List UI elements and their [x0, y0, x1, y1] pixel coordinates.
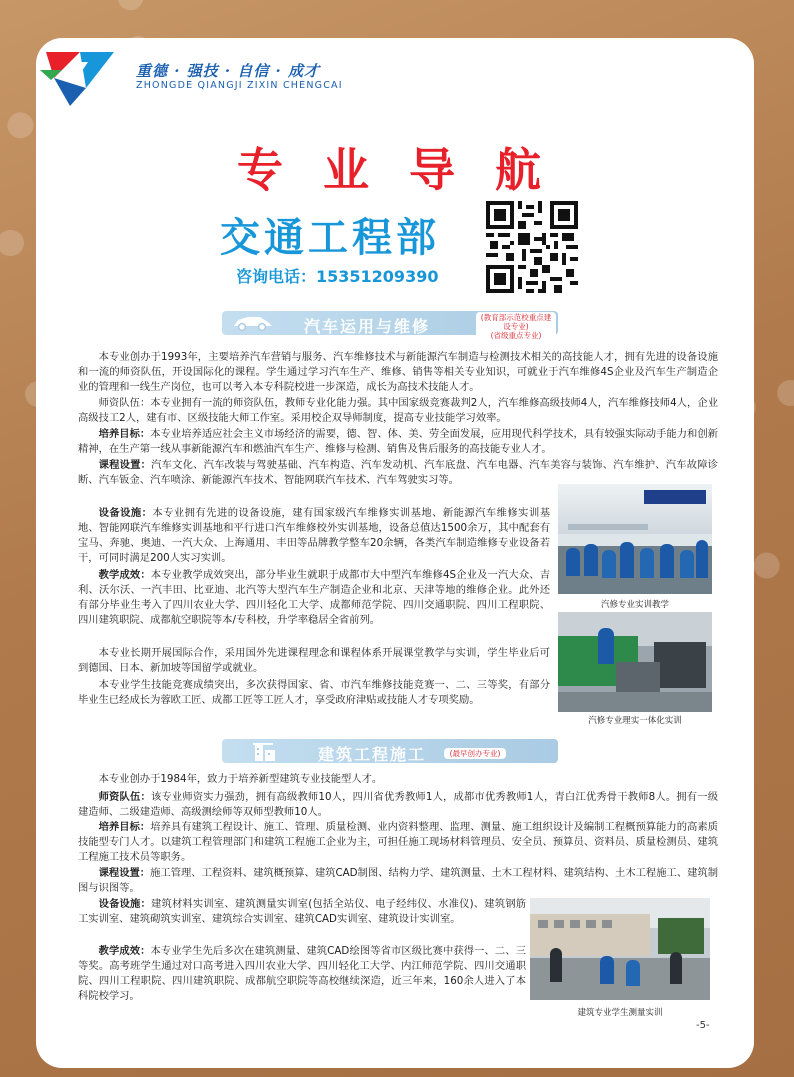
construction-goal-text: 培养目标：培养具有建筑工程设计、施工、管理、质量检测、业内资料整理、监理、测量、施工组织设计及编制工程概预算能力的高素质技能型专门人才。以建筑工程管理部门和建筑工程施工企业为主，可担任施工现场材料管理员、安全员、预算员、资料员、质量检测员、建筑工程施工技术员等职务。 [78, 821, 719, 863]
construction-intro-text: 本专业创办于1984年，致力于培养新型建筑专业技能型人才。 [98, 773, 383, 785]
caption-auto-workshop: 汽修专业理实一体化实训 [588, 716, 682, 726]
auto-results-text: 教学成效：本专业教学成效突出，部分毕业生就职于成都市大中型汽车维修4S企业及一汽大众、吉利、沃尔沃、一汽丰田、比亚迪、北汽等大型汽车生产制造企业和北京、天津等地的维修企业。此外还有部分毕业生考入了四川农业大学、四川轻化工大学、成都师范学院、四川交通职院、四川工程职院、四川建筑职院、成都航空职院等本/专科校，升学率稳居全省前列。 [78, 569, 550, 626]
caption-auto-training-class: 汽修专业实训教学 [600, 600, 669, 610]
school-logo-icon [40, 48, 118, 108]
school-motto-english: ZHONGDE QIANGJI ZIXIN CHENGCAI [136, 80, 343, 91]
qr-code-icon[interactable] [486, 201, 578, 293]
consult-phone: 咨询电话：15351209390 [236, 267, 439, 286]
page-card [36, 38, 754, 1068]
caption-construction-surveying: 建筑专业学生测量实训 [577, 1008, 663, 1018]
building-icon [252, 741, 278, 761]
photo-auto-training-class [558, 484, 712, 594]
badge-line-2: (省级重点专业) [490, 331, 542, 340]
photo-construction-surveying [530, 898, 710, 1000]
photo-auto-workshop [558, 612, 712, 712]
construction-faculty-text: 师资队伍：该专业师资实力强劲，拥有高级教师10人，四川省优秀教师1人，成都市优秀教师1人，青白江优秀骨干教师8人。拥有一级建造师、二级建造师、高级测绘师等双师型教师10人。 [78, 791, 718, 818]
school-motto: 重德 · 强技 · 自信 · 成才 [136, 62, 321, 80]
section-badge-construction: (最早创办专业) [444, 748, 506, 759]
car-icon [230, 314, 274, 332]
auto-faculty-text: 师资队伍：本专业拥有一流的师资队伍，教师专业化能力强。其中国家级竞赛裁判2人，汽车维修高级技师4人，汽车维修技师4人，企业高级技工2人，建有市、区级技能大师工作室。采用校企双导师制度，提高专业技能学习效率。 [78, 397, 718, 424]
auto-intro-text: 本专业创办于1993年，主要培养汽车营销与服务、汽车维修技术与新能源汽车制造与检测技术相关的高技能人才，拥有先进的设备设施和一流的师资队伍，开设国际化的课程。学生通过学习汽车生产、维修、销售等相关专业知识，可就业于汽车维修4S企业及汽车生产制造企业的管理和一线生产岗位，也可以考入本专科院校进一步深造，成长为高技术技能人才。 [78, 351, 718, 393]
page-title: 专 业 导 航 [236, 143, 554, 197]
page-number: -5- [696, 1020, 710, 1031]
construction-results-text: 教学成效：本专业学生先后多次在建筑测量、建筑CAD绘图等省市区级比赛中获得一、二、三等奖。高考班学生通过对口高考进入四川农业大学、四川轻化工大学、内江师范学院、四川交通职院、四川工程职院、四川建筑职院、成都航空职院等高校继续深造，近三年来，160余人进入了本科院校学习。 [78, 945, 526, 1002]
auto-intl-text: 本专业长期开展国际合作，采用国外先进课程理念和课程体系开展课堂教学与实训，学生毕业后可到德国、日本、新加坡等国留学或就业。 [78, 647, 550, 674]
auto-contest-text: 本专业学生技能竞赛成绩突出，多次获得国家、省、市汽车维修技能竞赛一、二、三等奖，有部分毕业生已经成长为蓉欧工匠、成都工匠等工匠人才，享受政府津贴或技能人才专项奖励。 [78, 679, 550, 706]
construction-courses-text: 课程设置：施工管理、工程资料、建筑概预算、建筑CAD制图、结构力学、建筑测量、土木工程材料、建筑结构、土木工程施工、建筑制图与识图等。 [78, 867, 719, 894]
auto-facilities-text: 设备设施：本专业拥有先进的设备设施，建有国家级汽车维修实训基地、新能源汽车维修实训基地、智能网联汽车维修实训基地和平行进口汽车维修校外实训基地，设备总值达1500余万，其中配套有宝马、奔驰、奥迪、一汽大众、上海通用、丰田等品牌教学整车20余辆，各类汽车制造维修专业设备若干，可同时满足200人实习实训。 [78, 507, 551, 564]
badge-line-1: (教育部示范校重点建设专业) [480, 313, 552, 331]
construction-facilities-text: 设备设施：建筑材料实训室、建筑测量实训室(包括全站仪、电子经纬仪、水准仪)、建筑钢筋工实训室、建筑砌筑实训室、建筑综合实训室、建筑CAD实训室、建筑设计实训室。 [78, 898, 526, 925]
section-badge-auto [476, 312, 556, 341]
section-title-construction: 建筑工程施工 [318, 745, 427, 764]
auto-courses-text: 课程设置：汽车文化、汽车改装与驾驶基础、汽车构造、汽车发动机、汽车底盘、汽车电器、汽车美容与装饰、汽车维护、汽车故障诊断、汽车钣金、汽车喷涂、新能源汽车技术、智能网联汽车技术、汽车驾驶实习等。 [78, 459, 719, 486]
department-name: 交通工程部 [220, 215, 440, 261]
section-title-auto: 汽车运用与维修 [304, 317, 431, 336]
auto-goal-text: 培养目标：本专业培养适应社会主义市场经济的需要，德、智、体、美、劳全面发展，应用现代科学技术，具有较强实际动手能力和创新精神，在生产第一线从事新能源汽车和燃油汽车生产、维修与检测、销售及售后服务的高技能专业人才。 [78, 428, 719, 455]
